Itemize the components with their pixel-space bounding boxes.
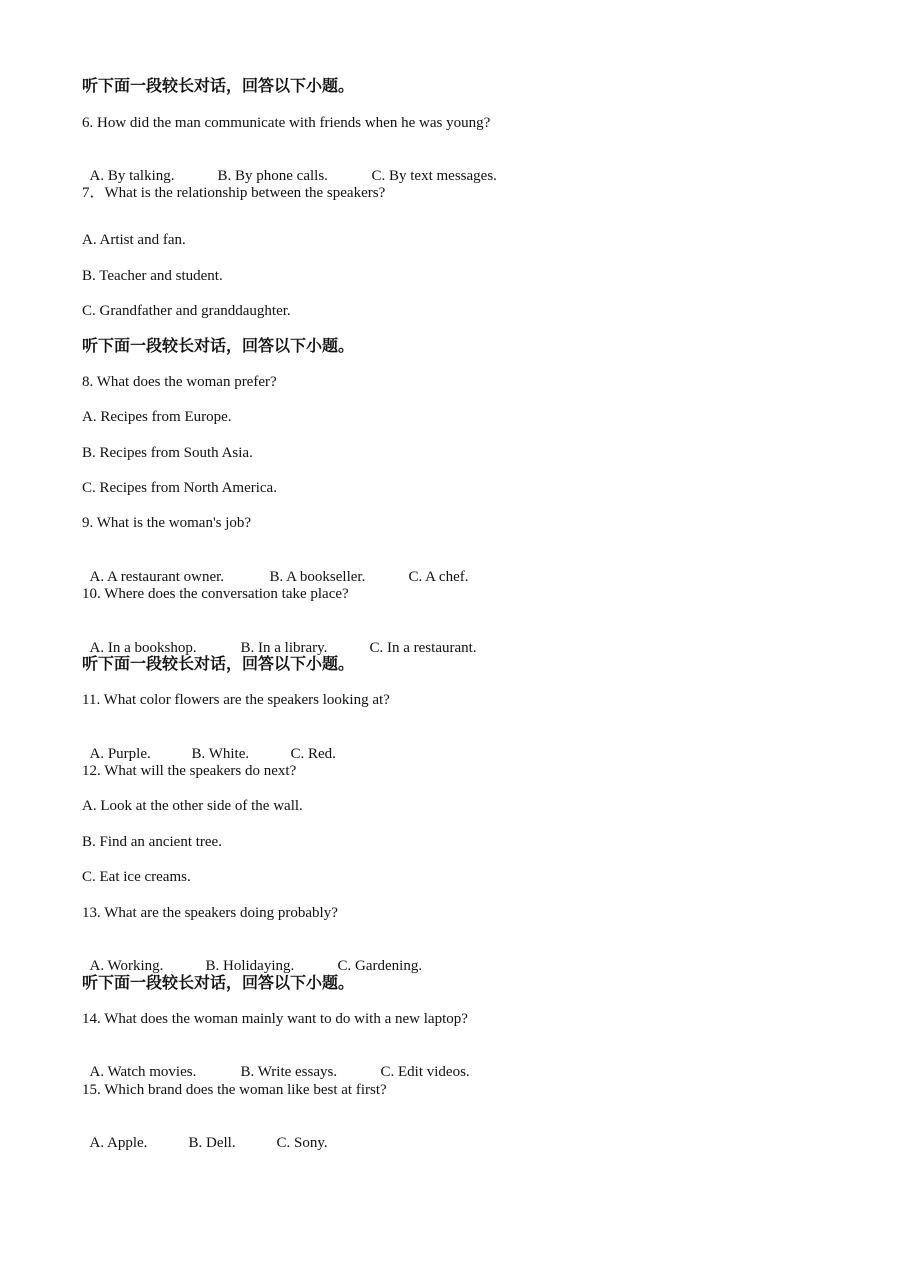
question-6: 6. How did the man communicate with friends when he was young? [82,115,491,131]
option-c: C. By text messages. [371,168,497,184]
option-c: C. A chef. [408,569,469,585]
option-b: B. Holidaying. [205,958,295,974]
section-header: 听下面一段较长对话，回答以下小题。 [82,973,355,992]
question-10-options [82,621,477,657]
question-12-option-c: C. Eat ice creams. [82,869,191,885]
option-a: A. Watch movies. [89,1064,197,1080]
option-a: A. Working. [89,958,164,974]
question-7-option-a: A. Artist and fan. [82,232,186,248]
question-12: 12. What will the speakers do next? [82,763,297,779]
question-12-option-b: B. Find an ancient tree. [82,834,222,850]
question-8-option-c: C. Recipes from North America. [82,480,277,496]
question-9-options [82,550,469,586]
question-8-option-a: A. Recipes from Europe. [82,409,232,425]
question-7-option-c: C. Grandfather and granddaughter. [82,303,291,319]
question-10: 10. Where does the conversation take place? [82,586,349,602]
option-b: B. By phone calls. [217,168,328,184]
section-header: 听下面一段较长对话，回答以下小题。 [82,654,355,673]
question-7: 7．What is the relationship between the speakers? [82,185,386,201]
option-c: C. Gardening. [337,958,423,974]
question-9: 9. What is the woman's job? [82,515,252,531]
question-15-options [82,1116,328,1152]
option-a: A. Apple. [89,1135,148,1151]
option-c: C. Red. [290,746,336,762]
question-14: 14. What does the woman mainly want to do with a new laptop? [82,1011,468,1027]
option-c: C. Sony. [276,1135,328,1151]
option-b: B. White. [191,746,250,762]
question-14-options [82,1045,470,1081]
question-13: 13. What are the speakers doing probably? [82,905,338,921]
question-15: 15. Which brand does the woman like best at first? [82,1082,387,1098]
option-a: A. Purple. [89,746,151,762]
question-8-option-b: B. Recipes from South Asia. [82,445,253,461]
option-b: B. In a library. [240,640,328,656]
option-b: B. Dell. [188,1135,236,1151]
option-b: B. Write essays. [240,1064,338,1080]
option-c: C. Edit videos. [380,1064,470,1080]
option-a: A. A restaurant owner. [89,569,225,585]
question-13-options [82,939,422,975]
question-6-options [82,149,497,185]
option-a: A. By talking. [89,168,175,184]
question-11: 11. What color flowers are the speakers looking at? [82,692,390,708]
option-b: B. A bookseller. [269,569,366,585]
question-11-options [82,727,336,763]
section-header: 听下面一段较长对话，回答以下小题。 [82,336,355,355]
option-a: A. In a bookshop. [89,640,197,656]
section-header: 听下面一段较长对话，回答以下小题。 [82,76,355,95]
option-c: C. In a restaurant. [369,640,477,656]
question-8: 8. What does the woman prefer? [82,374,277,390]
question-7-option-b: B. Teacher and student. [82,268,223,284]
question-12-option-a: A. Look at the other side of the wall. [82,798,303,814]
